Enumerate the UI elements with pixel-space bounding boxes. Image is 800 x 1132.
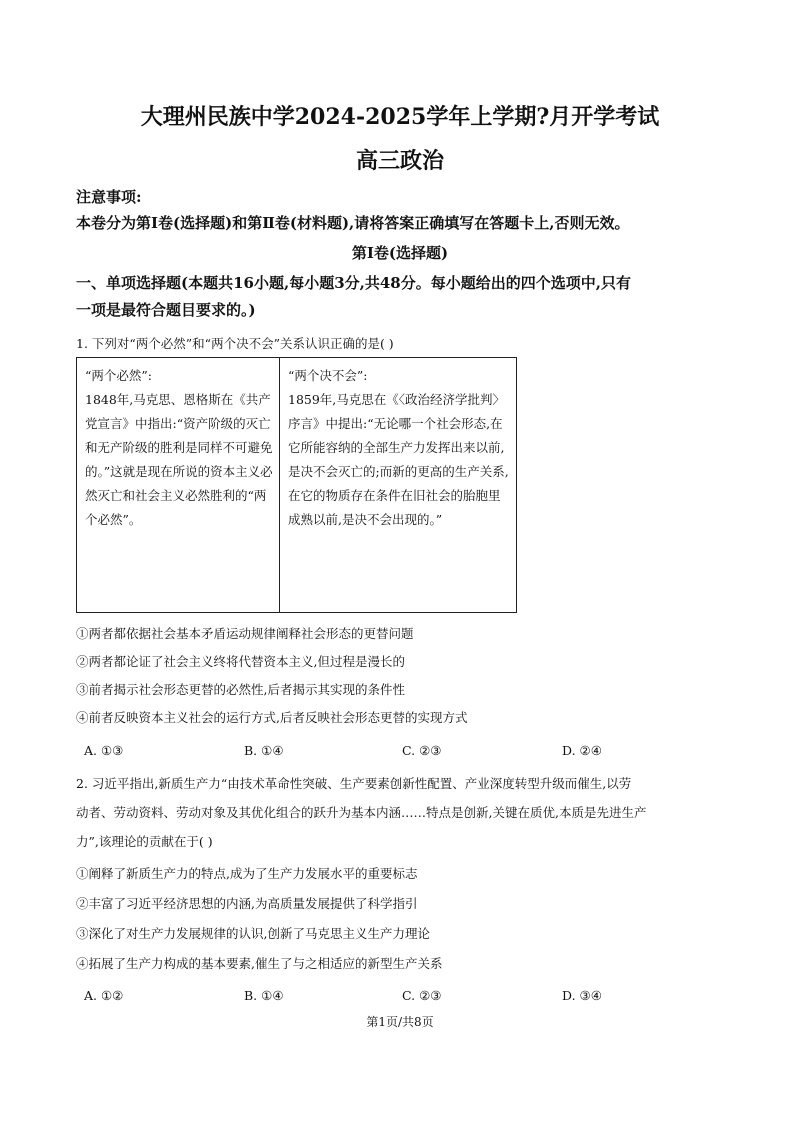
q2-option-a[interactable]: A. ①② [84, 988, 124, 1003]
page-footer: 第1页/共8页 [366, 1015, 434, 1029]
q1-right-cell [280, 358, 517, 613]
exam-title: 大理州民族中学2024-2025学年上学期?月开学考试 [140, 104, 660, 130]
q1-item-1: ①两者都依据社会基本矛盾运动规律阐释社会形态的更替问题 [76, 626, 414, 641]
q1-option-d[interactable]: D. ②④ [562, 743, 602, 758]
q1-right-body: 1859年,马克思在《〈政治经济学批判〉序言》中提出:“无论哪一个社会形态,在它所能容纳的全部生产力发挥出来以前,是决不会灭亡的;而新的更高的生产关系,在它的物质存在条件在旧社会的胎胞里成熟以前,是决不会出现的。” [288, 392, 509, 527]
q1-item-3: ③前者揭示社会形态更替的必然性,后者揭示其实现的条件性 [76, 682, 405, 697]
exam-subject: 高三政治 [355, 148, 444, 174]
section-instruction-line1: 一、单项选择题(本题共16小题,每小题3分,共48分。每小题给出的四个选项中,只有 [76, 274, 631, 292]
q2-option-b[interactable]: B. ①④ [244, 988, 284, 1003]
q2-option-d[interactable]: D. ③④ [562, 988, 602, 1003]
q1-quote-table [76, 357, 517, 613]
q2-item-1: ①阐释了新质生产力的特点,成为了生产力发展水平的重要标志 [76, 866, 418, 881]
q2-item-3: ③深化了对生产力发展规律的认识,创新了马克思主义生产力理论 [76, 926, 430, 941]
q1-stem: 1. 下列对“两个必然”和“两个决不会”关系认识正确的是( ) [76, 336, 394, 351]
q1-option-a[interactable]: A. ①③ [84, 743, 124, 758]
q1-item-4: ④前者反映资本主义社会的运行方式,后者反映社会形态更替的实现方式 [76, 710, 468, 725]
q1-option-c[interactable]: C. ②③ [402, 743, 442, 758]
notice-heading: 注意事项: [76, 188, 142, 206]
q1-option-b[interactable]: B. ①④ [244, 743, 284, 758]
q2-stem-line2: 动者、劳动资料、劳动对象及其优化组合的跃升为基本内涵……特点是创新,关键在质优,本质是先进生产 [76, 805, 647, 820]
section-title: 第Ⅰ卷(选择题) [351, 244, 449, 262]
q2-option-c[interactable]: C. ②③ [402, 988, 442, 1003]
q2-stem-line3: 力”,该理论的贡献在于( ) [76, 834, 213, 849]
q1-item-2: ②两者都论证了社会主义终将代替资本主义,但过程是漫长的 [76, 654, 405, 669]
q2-stem-line1: 2. 习近平指出,新质生产力“由技术革命性突破、生产要素创新性配置、产业深度转型升级而催生,以劳 [76, 776, 632, 791]
q1-left-cell [77, 358, 280, 613]
q2-item-2: ②丰富了习近平经济思想的内涵,为高质量发展提供了科学指引 [76, 896, 418, 911]
q1-left-heading: “两个必然”: [85, 368, 152, 383]
section-instruction-line2: 一项是最符合题目要求的。) [76, 301, 256, 319]
q1-right-heading: “两个决不会”: [288, 368, 368, 383]
q1-left-body: 1848年,马克思、恩格斯在《共产党宣言》中指出:“资产阶级的灭亡和无产阶级的胜利是同样不可避免的。”这就是现在所说的资本主义必然灭亡和社会主义必然胜利的“两个必然”。 [85, 392, 273, 527]
q2-item-4: ④拓展了生产力构成的基本要素,催生了与之相适应的新型生产关系 [76, 956, 443, 971]
notice-body: 本卷分为第Ⅰ卷(选择题)和第Ⅱ卷(材料题),请将答案正确填写在答题卡上,否则无效。 [76, 214, 630, 232]
